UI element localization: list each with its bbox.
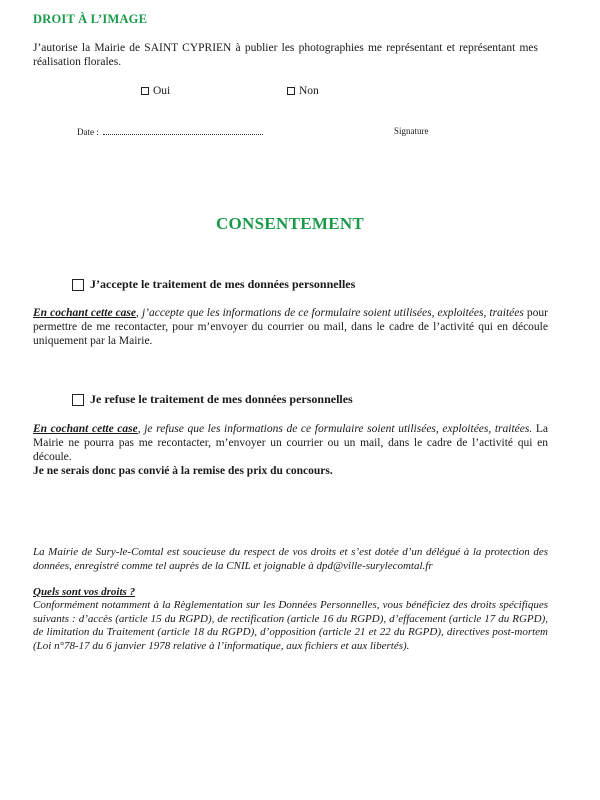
refuse-checkbox[interactable] <box>72 394 84 406</box>
option-non[interactable] <box>287 85 319 97</box>
accept-lead: En cochant cette case <box>33 307 137 319</box>
refuse-label: Je refuse le traitement de mes données personnelles <box>90 392 353 406</box>
oui-checkbox[interactable] <box>141 87 149 95</box>
date-dotted-line[interactable] <box>103 126 263 135</box>
image-authorization-text: J’autorise la Mairie de SAINT CYPRIEN à publier les photographies me représentant et représentant mes réalisation florales. <box>33 42 538 68</box>
image-rights-title: DROIT À L’IMAGE <box>33 12 148 26</box>
consent-title: CONSENTEMENT <box>215 214 365 233</box>
accept-verb: , j’accepte <box>136 307 185 319</box>
refuse-option[interactable] <box>72 392 353 407</box>
non-checkbox[interactable] <box>287 87 295 95</box>
accept-checkbox[interactable] <box>72 279 84 291</box>
refuse-rest: La Mairie ne pourra pas me recontacter, m’envoyer un courrier ou un mail, dans le cadre de l’activité qui en découle. <box>33 423 548 463</box>
refuse-bold-note: Je ne serais donc pas convié à la remise des prix du concours. <box>33 465 333 477</box>
date-field[interactable] <box>77 126 263 137</box>
accept-label: J’accepte le traitement de mes données personnelles <box>90 277 356 291</box>
signature-label: Signature <box>394 126 429 136</box>
accept-rest: pour permettre de me recontacter, pour m’envoyer du courrier ou mail, dans le cadre de l’activité qui en découle uniquement par la Mairie. <box>33 307 548 347</box>
non-label: Non <box>299 85 319 97</box>
refuse-italic: , je refuse que les informations de ce formulaire soient utilisées, exploitées, traitées. <box>137 423 533 435</box>
oui-label: Oui <box>153 85 171 97</box>
dpo-text: La Mairie de Sury-le-Comtal est soucieuse du respect de vos droits et s’est dotée d’un délégué à la protection des données, enregistré comme tel auprès de la CNIL et joignable à dpd@ville-surylecomtal.fr <box>33 546 548 572</box>
date-label: Date : <box>77 127 99 137</box>
accept-option[interactable] <box>72 277 355 292</box>
accept-explanation <box>33 306 548 348</box>
refuse-lead: En cochant cette case <box>33 423 138 435</box>
refuse-explanation <box>33 422 548 478</box>
rights-title: Quels sont vos droits ? <box>33 586 136 598</box>
accept-italic: que les informations de ce formulaire soient utilisées, exploitées, traitées <box>184 307 524 319</box>
rights-text: Conformément notamment à la Règlementation sur les Données Personnelles, vous bénéficiez des droits spécifiques suivants : d’accès (article 15 du RGPD), de rectification (article 16 du RGPD), d’effacement (article 17 du RGPD), de limitation du Traitement (article 18 du RGPD), d’opposition (article 21 et 22 du RGPD), directives post-mortem (Loi n°78-17 du 6 janvier 1978 relative à l’informatique, aux fichiers et aux libertés). <box>33 599 548 652</box>
option-oui[interactable] <box>141 85 170 97</box>
